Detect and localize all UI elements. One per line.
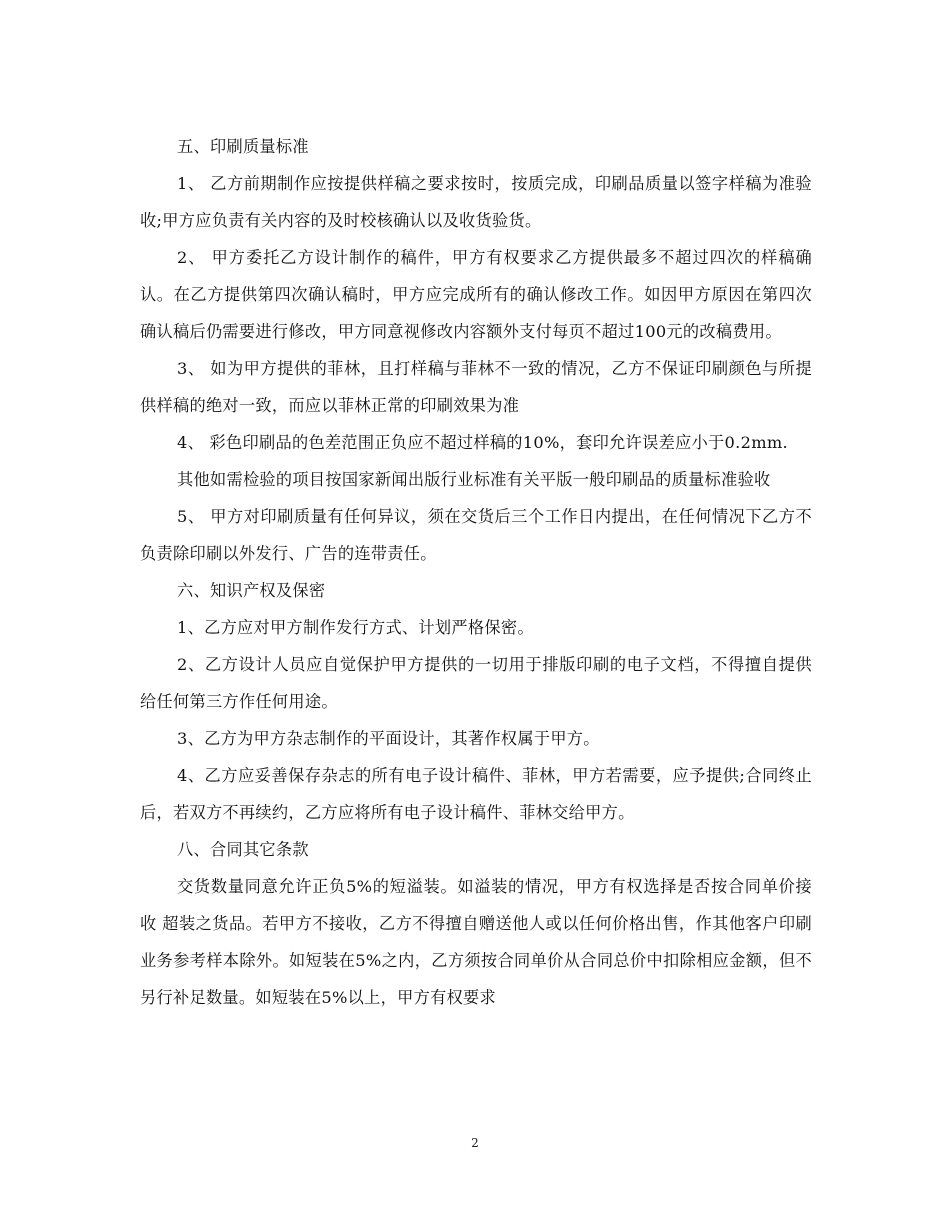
- paragraph-quality-1: 1、 乙方前期制作应按提供样稿之要求按时，按质完成，印刷品质量以签字样稿为准验收;甲方应负责有关内容的及时校核确认以及收货验货。: [140, 174, 812, 230]
- document-body: [140, 128, 812, 1016]
- section-heading-quality: 五、印刷质量标准: [177, 137, 309, 156]
- page-number: 2: [471, 1136, 479, 1150]
- paragraph-ip-2: 2、乙方设计人员应自觉保护甲方提供的一切用于排版印刷的电子文档，不得擅自提供给任何第三方作任何用途。: [140, 655, 812, 711]
- paragraph-ip-3: 3、乙方为甲方杂志制作的平面设计，其著作权属于甲方。: [177, 729, 600, 748]
- paragraph-other-terms-1: 交货数量同意允许正负5%的短溢装。如溢装的情况，甲方有权选择是否按合同单价接收 超装之货品。若甲方不接收，乙方不得擅自赠送他人或以任何价格出售，作其他客户印刷业务参考样本除外。如短装在5%之内，乙方须按合同单价从合同总价中扣除相应金额，但不另行补足数量。如短装在5%以上，甲方有权要求: [140, 877, 812, 1007]
- section-heading-other-terms: 八、合同其它条款: [177, 840, 309, 859]
- paragraph-quality-3: 3、 如为甲方提供的菲林，且打样稿与菲林不一致的情况，乙方不保证印刷颜色与所提供样稿的绝对一致，而应以菲林正常的印刷效果为准: [140, 359, 812, 415]
- paragraph-quality-5: 5、 甲方对印刷质量有任何异议，须在交货后三个工作日内提出，在任何情况下乙方不负责除印刷以外发行、广告的连带责任。: [140, 507, 812, 563]
- paragraph-ip-1: 1、乙方应对甲方制作发行方式、计划严格保密。: [177, 618, 534, 637]
- paragraph-quality-4: 4、 彩色印刷品的色差范围正负应不超过样稿的10%，套印允许误差应小于0.2mm.: [177, 433, 788, 452]
- paragraph-quality-2: 2、 甲方委托乙方设计制作的稿件，甲方有权要求乙方提供最多不超过四次的样稿确认。在乙方提供第四次确认稿时，甲方应完成所有的确认修改工作。如因甲方原因在第四次确认稿后仍需要进行修改，甲方同意视修改内容额外支付每页不超过100元的改稿费用。: [140, 248, 812, 341]
- paragraph-quality-other: 其他如需检验的项目按国家新闻出版行业标准有关平版一般印刷品的质量标准验收: [177, 470, 771, 489]
- section-heading-ip: 六、知识产权及保密: [177, 581, 326, 600]
- paragraph-ip-4: 4、乙方应妥善保存杂志的所有电子设计稿件、菲林，甲方若需要，应予提供;合同终止后，若双方不再续约，乙方应将所有电子设计稿件、菲林交给甲方。: [140, 766, 812, 822]
